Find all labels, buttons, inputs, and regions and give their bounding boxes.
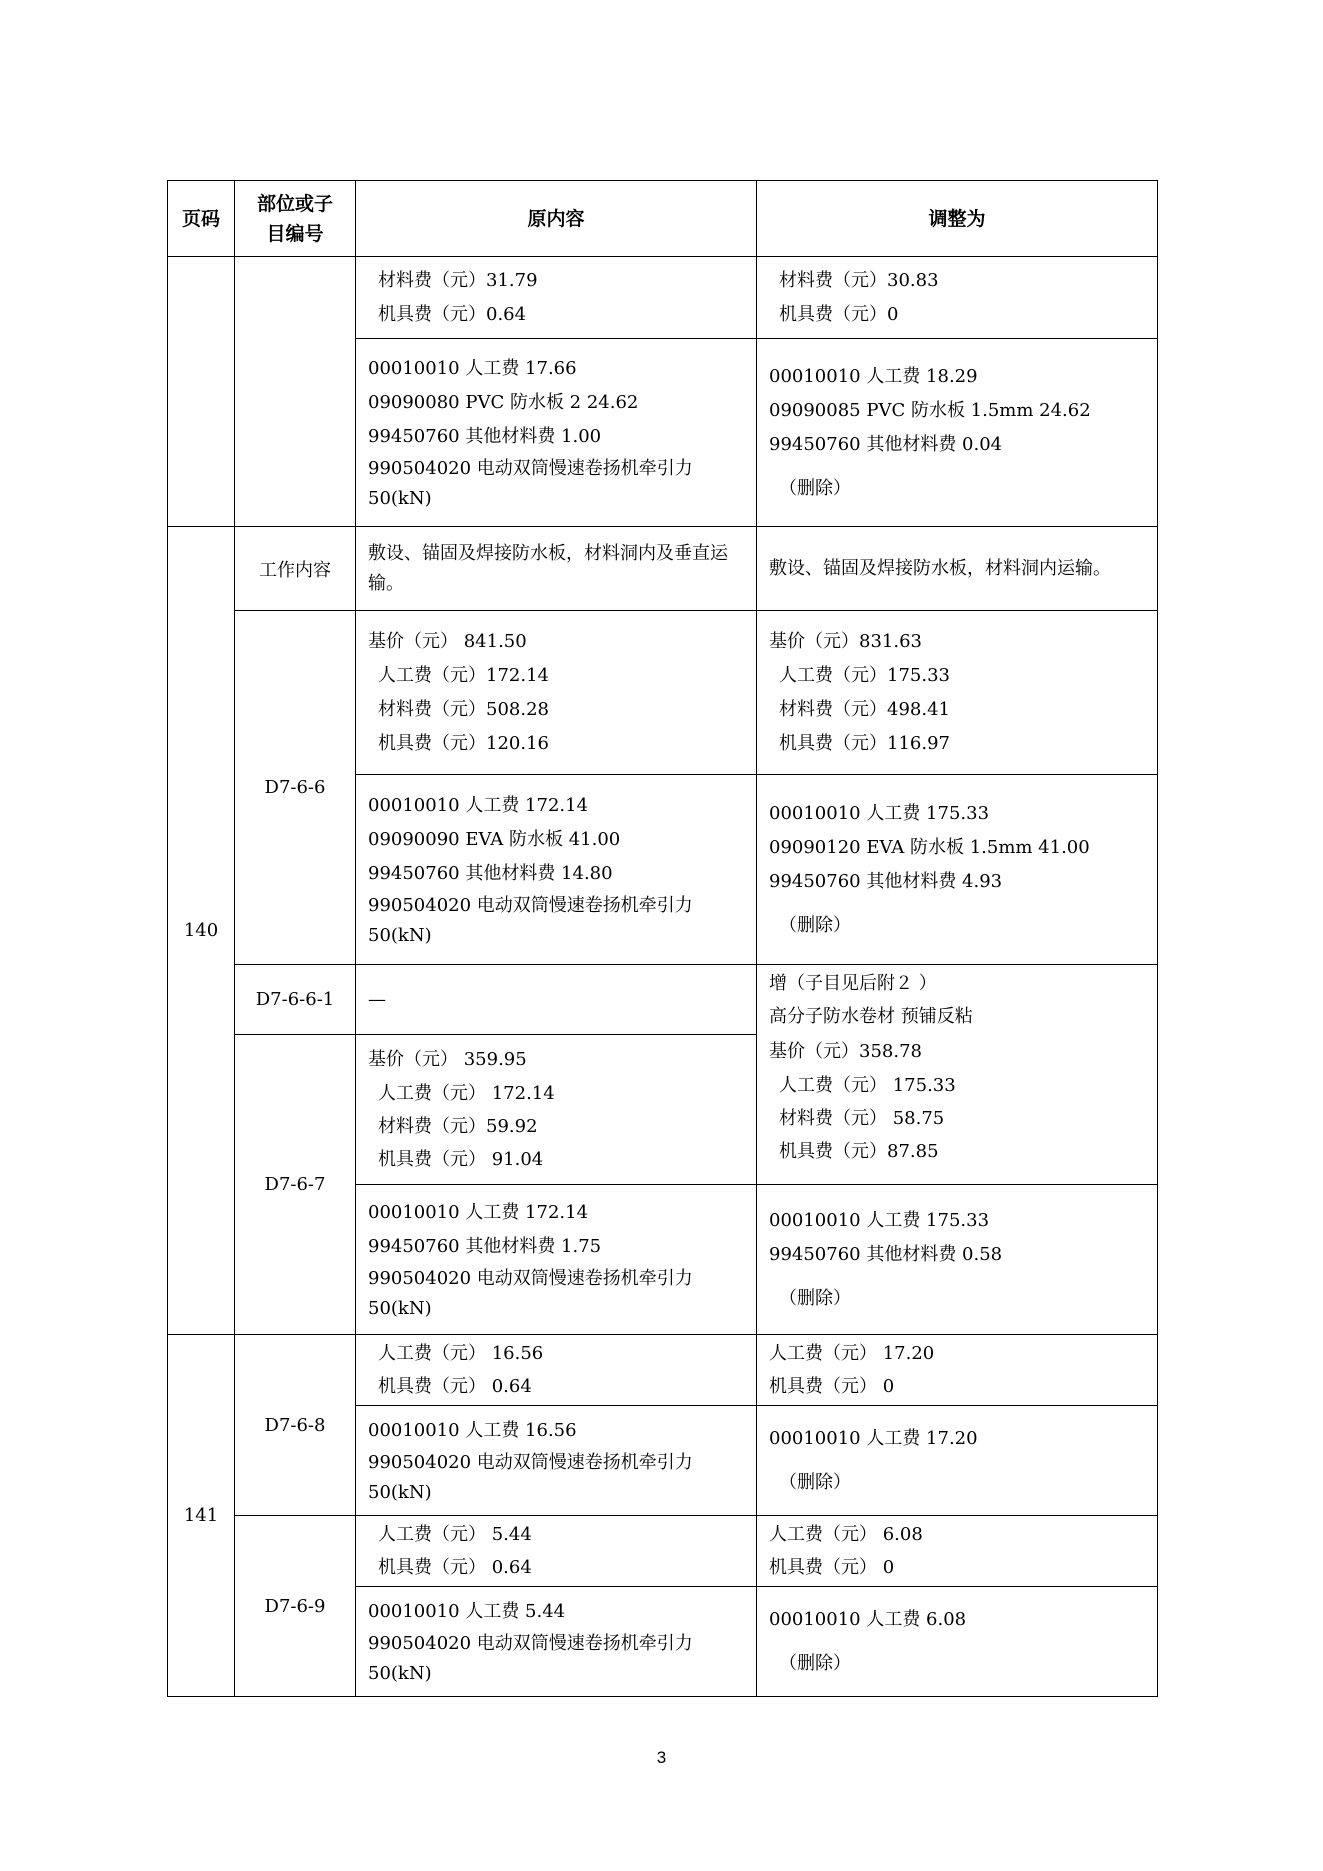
part-cell-d767: D7-6-7 <box>235 1035 356 1335</box>
part-cell-prev <box>235 257 356 527</box>
table-header-row <box>168 181 1158 257</box>
list-item: 00010010 人工费 17.20 <box>769 1427 978 1449</box>
deleted-note: （删除） <box>779 1287 851 1309</box>
list-item: 高分子防水卷材 预铺反粘 <box>769 1006 973 1027</box>
table-row <box>168 965 1158 1035</box>
deleted-note: （删除） <box>779 914 851 936</box>
table-row <box>168 257 1158 339</box>
list-item: 材料费（元）30.83 <box>779 269 939 291</box>
header-page: 页码 <box>168 181 235 257</box>
list-item: 00010010 人工费 16.56 <box>368 1419 577 1441</box>
header-part: 部位或子目编号 <box>235 181 356 257</box>
work-content-adjusted: 敷设、锚固及焊接防水板，材料洞内运输。 <box>769 557 1111 579</box>
list-item: 990504020 电动双筒慢速卷扬机牵引力50(kN) <box>368 1632 693 1684</box>
list-item: 人工费（元） 6.08 <box>769 1524 923 1545</box>
part-cell-d766: D7-6-6 <box>235 611 356 965</box>
list-item: 机具费（元）87.85 <box>779 1141 939 1162</box>
table-row <box>168 1335 1158 1406</box>
list-item: 机具费（元） 91.04 <box>378 1149 544 1170</box>
list-item: 机具费（元） 0 <box>769 1557 895 1578</box>
list-item: 材料费（元）59.92 <box>378 1116 538 1137</box>
list-item: 人工费（元）172.14 <box>378 664 549 686</box>
list-item: 机具费（元）116.97 <box>779 732 950 754</box>
list-item: 09090090 EVA 防水板 41.00 <box>368 828 621 850</box>
list-item: 00010010 人工费 172.14 <box>368 1201 589 1223</box>
list-item: 00010010 人工费 5.44 <box>368 1600 566 1622</box>
page-number: 3 <box>656 1748 667 1767</box>
list-item: 99450760 其他材料费 1.00 <box>368 425 602 447</box>
list-item: 人工费（元） 175.33 <box>779 1075 956 1096</box>
list-item: 人工费（元） 16.56 <box>378 1343 544 1364</box>
list-item: 990504020 电动双筒慢速卷扬机牵引力50(kN) <box>368 894 693 946</box>
list-item: 00010010 人工费 6.08 <box>769 1608 967 1630</box>
table-row <box>168 527 1158 611</box>
list-item: 990504020 电动双筒慢速卷扬机牵引力50(kN) <box>368 457 693 509</box>
list-item: 材料费（元）31.79 <box>378 269 538 291</box>
list-item: 00010010 人工费 17.66 <box>368 357 577 379</box>
header-adjusted: 调整为 <box>757 181 1158 257</box>
list-item: 机具费（元）0 <box>779 303 899 325</box>
list-item: 材料费（元）498.41 <box>779 698 950 720</box>
deleted-note: （删除） <box>779 477 851 499</box>
deleted-note: （删除） <box>779 1471 851 1493</box>
list-item: 基价（元） 359.95 <box>368 1049 527 1070</box>
part-cell-d769: D7-6-9 <box>235 1516 356 1697</box>
list-item: 机具费（元） 0.64 <box>378 1376 532 1397</box>
list-item: 990504020 电动双筒慢速卷扬机牵引力50(kN) <box>368 1267 693 1319</box>
list-item: 00010010 人工费 172.14 <box>368 794 589 816</box>
list-item: 99450760 其他材料费 0.04 <box>769 433 1003 455</box>
table-row <box>168 611 1158 775</box>
work-content-original: 敷设、锚固及焊接防水板，材料洞内及垂直运输。 <box>368 542 728 594</box>
dash-placeholder: — <box>368 988 386 1010</box>
list-item: 00010010 人工费 175.33 <box>769 802 990 824</box>
deleted-note: （删除） <box>779 1652 851 1674</box>
list-item: 99450760 其他材料费 1.75 <box>368 1235 602 1257</box>
list-item: 增（子目见后附２ ） <box>769 973 937 994</box>
part-cell-d768: D7-6-8 <box>235 1335 356 1516</box>
page-cell-140: 140 <box>168 527 235 1335</box>
list-item: 基价（元）831.63 <box>769 630 922 652</box>
list-item: 机具费（元）120.16 <box>378 732 549 754</box>
list-item: 00010010 人工费 18.29 <box>769 365 978 387</box>
list-item: 99450760 其他材料费 14.80 <box>368 862 613 884</box>
list-item: 人工费（元）175.33 <box>779 664 950 686</box>
list-item: 人工费（元） 17.20 <box>769 1343 935 1364</box>
table-row <box>168 1516 1158 1587</box>
list-item: 基价（元）358.78 <box>769 1041 922 1062</box>
list-item: 09090120 EVA 防水板 1.5mm 41.00 <box>769 836 1090 858</box>
list-item: 机具费（元） 0.64 <box>378 1557 532 1578</box>
list-item: 材料费（元） 58.75 <box>779 1108 945 1129</box>
part-cell-work: 工作内容 <box>235 527 356 611</box>
list-item: 机具费（元） 0 <box>769 1376 895 1397</box>
list-item: 人工费（元） 5.44 <box>378 1524 532 1545</box>
list-item: 09090080 PVC 防水板 2 24.62 <box>368 391 639 413</box>
page-cell-141: 141 <box>168 1335 235 1697</box>
adjustment-table <box>167 180 1158 1697</box>
list-item: 机具费（元）0.64 <box>378 303 527 325</box>
page-cell-prev <box>168 257 235 527</box>
list-item: 09090085 PVC 防水板 1.5mm 24.62 <box>769 399 1091 421</box>
list-item: 材料费（元）508.28 <box>378 698 549 720</box>
list-item: 人工费（元） 172.14 <box>378 1083 555 1104</box>
part-cell-d7661: D7-6-6-1 <box>235 965 356 1035</box>
list-item: 基价（元） 841.50 <box>368 630 527 652</box>
list-item: 990504020 电动双筒慢速卷扬机牵引力50(kN) <box>368 1451 693 1503</box>
list-item: 99450760 其他材料费 0.58 <box>769 1243 1003 1265</box>
list-item: 00010010 人工费 175.33 <box>769 1209 990 1231</box>
header-original: 原内容 <box>356 181 757 257</box>
list-item: 99450760 其他材料费 4.93 <box>769 870 1003 892</box>
